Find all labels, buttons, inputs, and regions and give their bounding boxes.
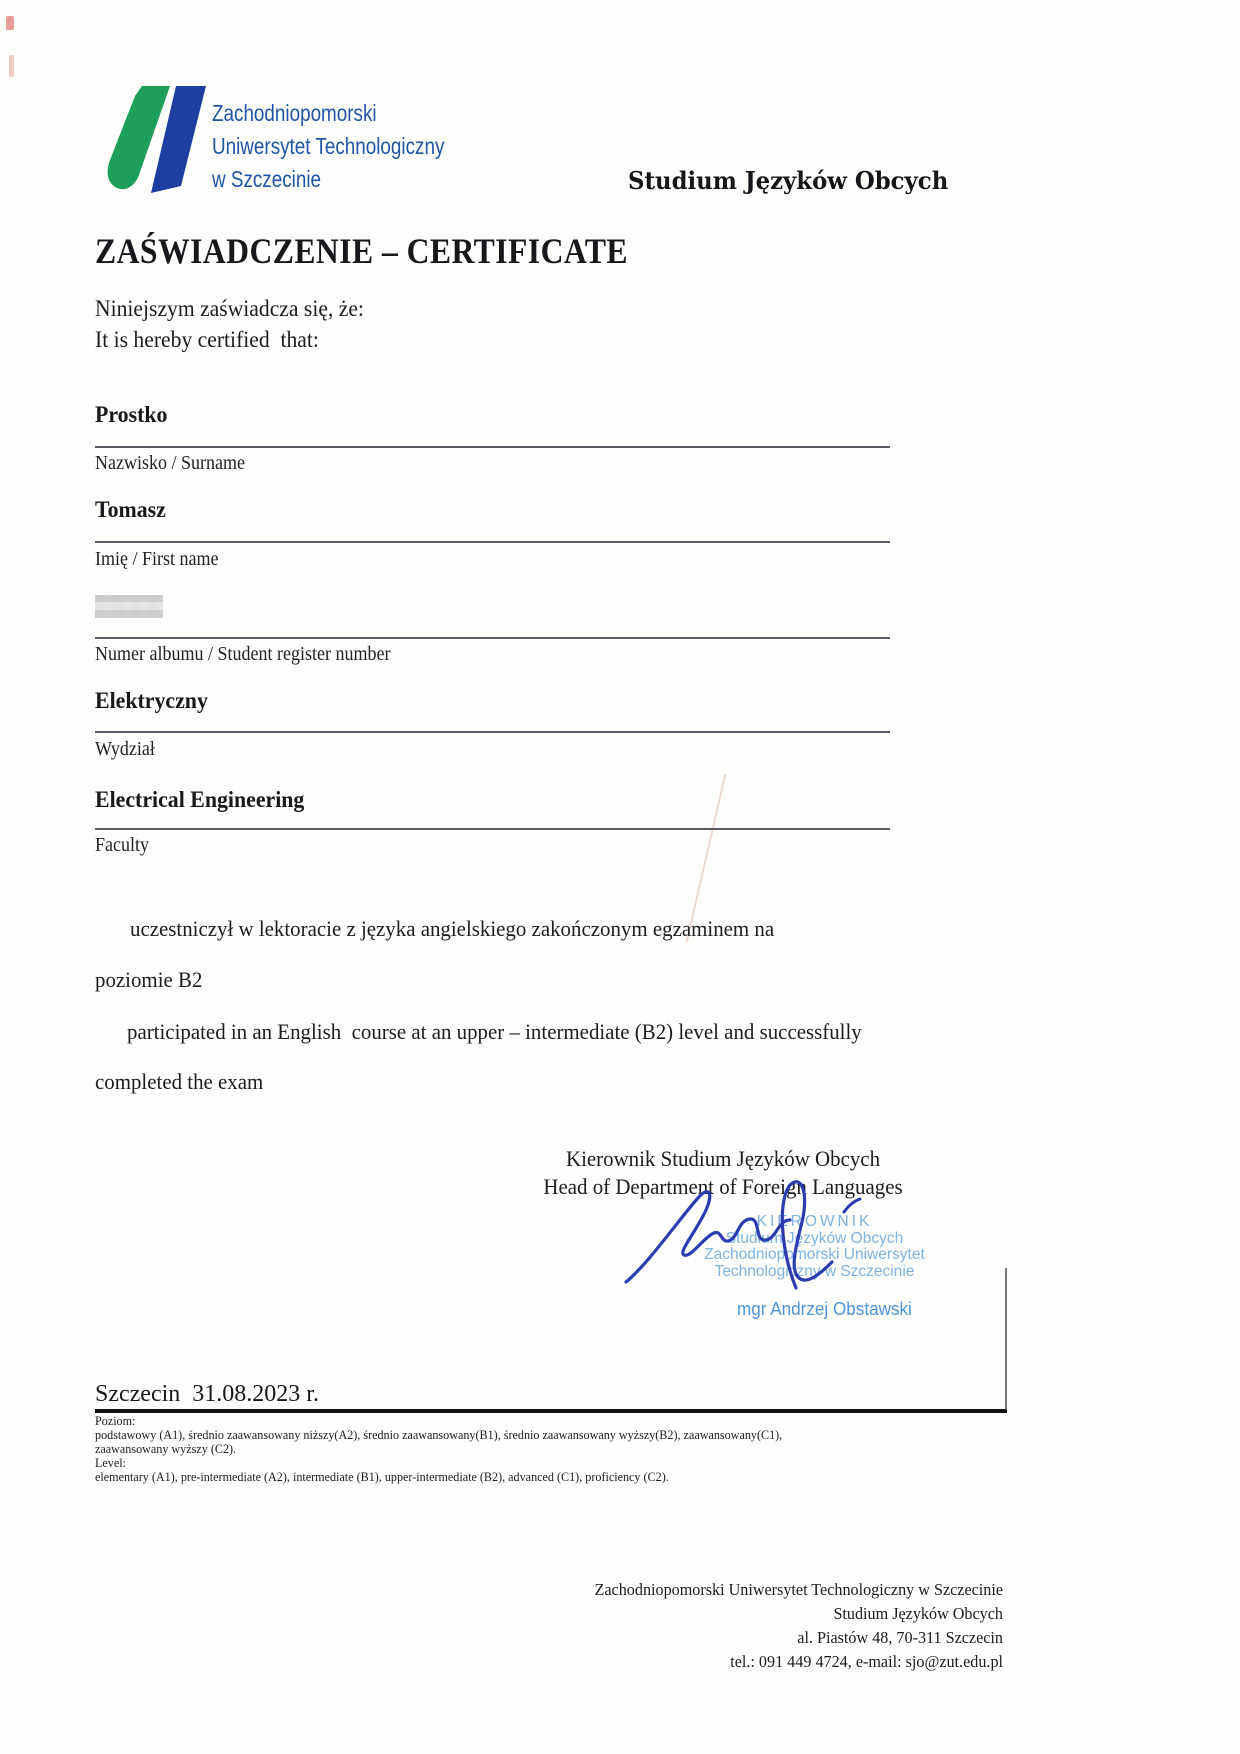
field-faculty-value: Electrical Engineering <box>95 787 305 812</box>
university-logo-icon <box>102 86 206 198</box>
handwritten-signature <box>620 1178 872 1302</box>
footnote-poziom-label: Poziom: <box>95 1414 136 1428</box>
footer-address-line2: Studium Języków Obcych <box>833 1604 1003 1623</box>
field-surname-underline <box>95 446 890 448</box>
footer-address-line4: tel.: 091 449 4724, e-mail: sjo@zut.edu.pl <box>730 1652 1003 1671</box>
field-register-number-label: Numer albumu / Student register number <box>95 643 391 665</box>
scan-vertical-mark <box>1005 1268 1007 1411</box>
statement-pl-line1: uczestniczył w lektoracie z języka angielskiego zakończonym egzaminem na <box>130 916 775 941</box>
scan-edge-mark <box>9 55 14 77</box>
university-name-line2: Uniwersytet Technologiczny <box>212 133 445 159</box>
signer-name: mgr Andrzej Obstawski <box>737 1299 912 1319</box>
field-firstname-label: Imię / First name <box>95 548 219 570</box>
intro-line-pl: Niniejszym zaświadcza się, że: <box>95 296 364 321</box>
statement-pl-line2: poziomie B2 <box>95 967 203 992</box>
footer-address <box>585 1578 1003 1674</box>
footer-address-line1: Zachodniopomorski Uniwersytet Technologiczny w Szczecinie <box>594 1580 1003 1599</box>
stamp-line1: KIEROWNIK <box>756 1213 873 1230</box>
level-footnote <box>95 1414 782 1484</box>
field-wydzial-underline <box>95 731 890 733</box>
scan-edge-mark <box>6 16 14 30</box>
department-header: Studium Języków Obcych <box>628 166 949 195</box>
statement-en-line1: participated in an English course at an upper – intermediate (B2) level and successfully <box>127 1019 862 1044</box>
stamp-line3: Zachodniopomorski Uniwersytet <box>704 1246 925 1263</box>
statement-en-line2: completed the exam <box>95 1069 264 1094</box>
stamp-line2: Studium Języków Obcych <box>725 1229 904 1247</box>
intro-text <box>95 293 364 355</box>
field-surname-label: Nazwisko / Surname <box>95 452 245 474</box>
stamp-line4: Technologiczny w Szczecinie <box>714 1262 915 1280</box>
field-faculty-label: Faculty <box>95 834 149 856</box>
intro-line-en: It is hereby certified that: <box>95 327 319 352</box>
footnote-poziom-line2: zaawansowany wyższy (C2). <box>95 1442 237 1456</box>
footer-address-line3: al. Piastów 48, 70-311 Szczecin <box>797 1628 1003 1647</box>
field-wydzial-label: Wydział <box>95 738 155 760</box>
signatory-role-en: Head of Department of Foreign Languages <box>543 1174 903 1199</box>
certificate-title: ZAŚWIADCZENIE – CERTIFICATE <box>95 231 629 271</box>
field-faculty-underline <box>95 828 890 830</box>
field-surname-value: Prostko <box>95 402 168 427</box>
field-firstname-underline <box>95 541 890 543</box>
field-register-number-underline <box>95 637 890 639</box>
university-name-line3: w Szczecinie <box>212 166 322 192</box>
field-firstname-value: Tomasz <box>95 497 166 522</box>
university-name <box>212 97 444 196</box>
footnote-divider-rule <box>95 1409 1007 1413</box>
signatory-role-pl: Kierownik Studium Języków Obcych <box>565 1146 881 1171</box>
field-register-number-redacted <box>95 595 163 618</box>
footnote-level-label: Level: <box>95 1456 126 1470</box>
place-and-date: Szczecin 31.08.2023 r. <box>95 1381 319 1407</box>
footnote-poziom-line1: podstawowy (A1), średnio zaawansowany niższy(A2), średnio zaawansowany(B1), średnio zaawansowany wyższy(B2), zaawansowany(C1), <box>95 1428 783 1442</box>
field-wydzial-value: Elektryczny <box>95 688 208 713</box>
university-name-line1: Zachodniopomorski <box>212 100 377 126</box>
footnote-level-line: elementary (A1), pre-intermediate (A2), intermediate (B1), upper-intermediate (B2), advanced (C1), proficiency (C2). <box>95 1470 669 1484</box>
